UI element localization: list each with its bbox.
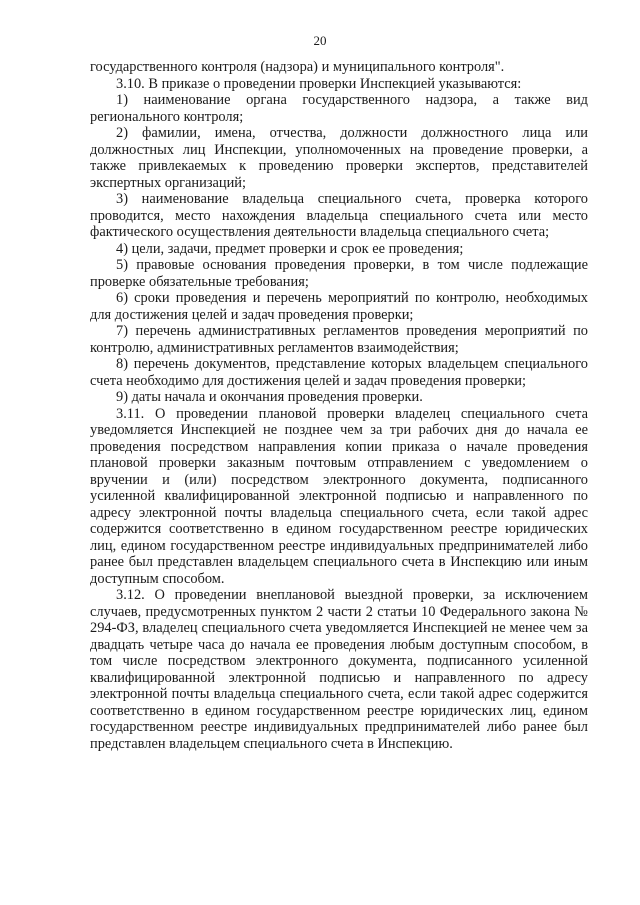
list-item-1: 1) наименование органа государственного надзора, а также вид регионального контроля; — [90, 92, 588, 125]
document-body — [90, 59, 588, 752]
page-number: 20 — [313, 33, 327, 48]
list-item-9: 9) даты начала и окончания проведения проверки. — [116, 389, 423, 405]
list-item-3: 3) наименование владельца специального счета, проверка которого проводится, место нахождения владельца специального счета или место фактического осуществления деятельности владельца специального счета; — [90, 191, 588, 240]
list-item-8: 8) перечень документов, представление которых владельцем специального счета необходимо для достижения целей и задач проведения проверки; — [90, 356, 588, 389]
paragraph-3-12: 3.12. О проведении внеплановой выездной проверки, за исключением случаев, предусмотренных пунктом 2 части 2 статьи 10 Федерального закона № 294-ФЗ, владелец специального счета уведомляется Инспекцией не менее чем за двадцать четыре часа до начала ее проведения любым доступным способом, в том числе посредством электронного документа, подписанного усиленной квалифицированной электронной подписью и направленного по адресу электронной почты владельца специального счета, если такой адрес содержится соответственно в едином государственном реестре юридических лиц, едином государственном реестре индивидуальных предпринимателей либо ранее был представлен владельцем специального счета в Инспекцию. — [90, 587, 588, 752]
list-item-6: 6) сроки проведения и перечень мероприятий по контролю, необходимых для достижения целей и задач проведения проверки; — [90, 290, 588, 323]
list-item-5: 5) правовые основания проведения проверки, в том числе подлежащие проверке обязательные требования; — [90, 257, 588, 290]
list-item-4: 4) цели, задачи, предмет проверки и срок ее проведения; — [116, 240, 464, 257]
paragraph-3-10: 3.10. В приказе о проведении проверки Инспекцией указываются: — [116, 75, 522, 92]
list-item-7: 7) перечень административных регламентов проведения мероприятий по контролю, административных регламентов взаимодействия; — [90, 323, 588, 356]
paragraph-3-11: 3.11. О проведении плановой проверки владелец специального счета уведомляется Инспекцией не позднее чем за три рабочих дня до начала ее проведения посредством направления копии приказа о начале проведения плановой проверки заказным почтовым отправлением с уведомлением о вручении и (или) посредством электронного документа, подписанного усиленной квалифицированной электронной подписью и направленного по адресу электронной почты владельца специального счета, если такой адрес содержится соответственно в едином государственном реестре юридических лиц, едином государственном реестре индивидуальных предпринимателей либо ранее был представлен владельцем специального счета в Инспекцию или иным доступным способом. — [90, 405, 588, 587]
list-item-2: 2) фамилии, имена, отчества, должности должностного лица или должностных лиц Инспекции, уполномоченных на проведение проверки, а также привлекаемых к проведению проверки экспертов, представителей экспертных организаций; — [90, 125, 588, 191]
paragraph-continuation: государственного контроля (надзора) и муниципального контроля". — [90, 59, 505, 75]
